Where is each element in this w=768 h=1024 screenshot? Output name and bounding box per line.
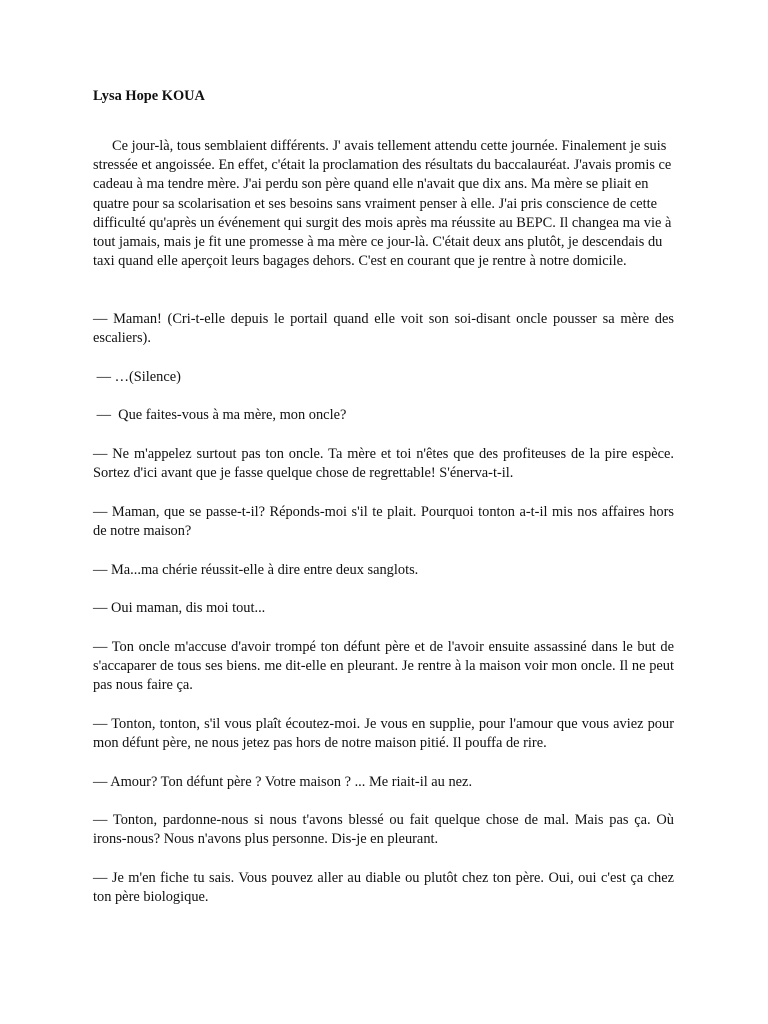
dialogue-paragraph: — Je m'en fiche tu sais. Vous pouvez aller au diable ou plutôt chez ton père. Oui, oui c'est ça chez ton père biologique.: [93, 870, 674, 906]
dialogue-paragraph: — Oui maman, dis moi tout...: [93, 600, 266, 616]
dialogue-paragraph: — Tonton, tonton, s'il vous plaît écoutez-moi. Je vous en supplie, pour l'amour que vous aviez pour mon défunt père, ne nous jetez pas hors de notre maison pitié. Il pouffa de rire.: [93, 716, 674, 752]
author-name: Lysa Hope KOUA: [93, 88, 205, 104]
dialogue-paragraph: — Ton oncle m'accuse d'avoir trompé ton défunt père et de l'avoir ensuite assassiné dans le but de s'accaparer de tous ses biens. me dit-elle en pleurant. Je rentre à la maison voir mon oncle. Il ne peut pas nous faire ça.: [93, 639, 674, 694]
dialogue-paragraph: — …(Silence): [93, 369, 181, 385]
dialogue-paragraph: — Amour? Ton défunt père ? Votre maison ? ... Me riait-il au nez.: [93, 774, 473, 790]
dialogue-paragraph: — Ne m'appelez surtout pas ton oncle. Ta mère et toi n'êtes que des profiteuses de la pire espèce. Sortez d'ici avant que je fasse quelque chose de regrettable! S'énerva-t-il.: [93, 446, 674, 482]
intro-paragraph: Ce jour-là, tous semblaient différents. J' avais tellement attendu cette journée. Finalement je suis stressée et angoissée. En effet, c'était la proclamation des résultats du baccalauréat. J'avais promis ce cadeau à ma tendre mère. J'ai perdu son père quand elle n'avait que dix ans. Ma mère se pliait en quatre pour sa scolarisation et ses besoins sans vraiment penser à elle. J'ai pris conscience de cette difficulté qu'après un événement qui surgit des mois après ma réussite au BEPC. Il changea ma vie à tout jamais, mais je fit une promesse à ma mère ce jour-là. C'était deux ans plutôt, je descendais du taxi quand elle aperçoit leurs bagages dehors. C'est en courant que je rentre à notre domicile.: [93, 138, 672, 270]
dialogue-paragraph: — Que faites-vous à ma mère, mon oncle?: [93, 407, 347, 423]
dialogue-paragraph: — Ma...ma chérie réussit-elle à dire entre deux sanglots.: [93, 562, 419, 578]
dialogue-paragraph: — Maman! (Cri-t-elle depuis le portail quand elle voit son soi-disant oncle pousser sa mère des escaliers).: [93, 311, 674, 347]
dialogue-paragraph: — Maman, que se passe-t-il? Réponds-moi s'il te plait. Pourquoi tonton a-t-il mis nos affaires hors de notre maison?: [93, 504, 674, 540]
dialogue-paragraph: — Tonton, pardonne-nous si nous t'avons blessé ou fait quelque chose de mal. Mais pas ça. Où irons-nous? Nous n'avons plus personne. Dis-je en pleurant.: [93, 812, 674, 848]
